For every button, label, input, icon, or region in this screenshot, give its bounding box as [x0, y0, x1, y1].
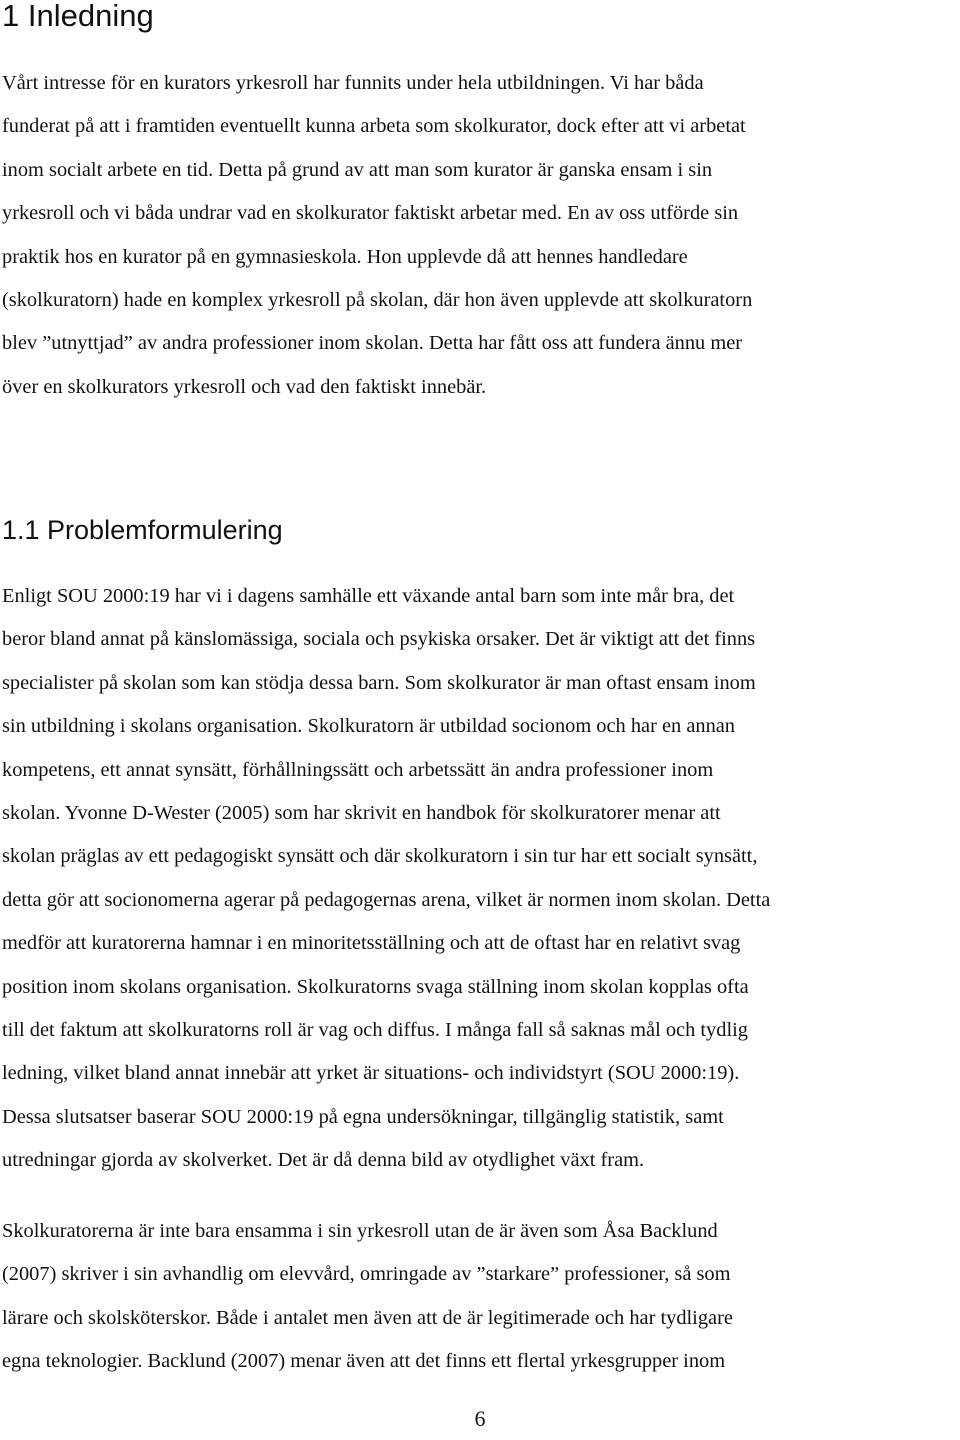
text-line: beror bland annat på känslomässiga, sociala och psykiska orsaker. Det är viktigt att det finns [2, 628, 756, 651]
paragraph-problem [2, 575, 770, 1182]
text-line: inom socialt arbete en tid. Detta på grund av att man som kurator är ganska ensam i sin [2, 158, 713, 181]
text-line: skolan präglas av ett pedagogiskt synsätt och där skolkuratorn i sin tur har ett socialt synsätt, [2, 845, 758, 868]
text-line: yrkesroll och vi båda undrar vad en skolkurator faktiskt arbetar med. En av oss utförde sin [2, 202, 739, 225]
text-line: (skolkuratorn) hade en komplex yrkesroll på skolan, där hon även upplevde att skolkuratorn [2, 288, 753, 311]
text-line: position inom skolans organisation. Skolkuratorns svaga ställning inom skolan kopplas ofta [2, 975, 749, 998]
text-line: funderat på att i framtiden eventuellt kunna arbeta som skolkurator, dock efter att vi arbetat [2, 115, 746, 138]
paragraph-intro [2, 62, 752, 409]
text-line: Dessa slutsatser baserar SOU 2000:19 på egna undersökningar, tillgänglig statistik, samt [2, 1105, 724, 1128]
text-line: över en skolkurators yrkesroll och vad den faktiskt innebär. [2, 375, 487, 398]
text-line: skolan. Yvonne D-Wester (2005) som har skrivit en handbok för skolkuratorer menar att [2, 801, 721, 824]
text-line: detta gör att socionomerna agerar på pedagogernas arena, vilket är normen inom skolan. Detta [2, 888, 771, 911]
text-line: till det faktum att skolkuratorns roll är vag och diffus. I många fall så saknas mål och tydlig [2, 1018, 748, 1041]
heading-inledning: 1 Inledning [2, 0, 154, 33]
page-number: 6 [474, 1406, 486, 1431]
text-line: Enligt SOU 2000:19 har vi i dagens samhälle ett växande antal barn som inte mår bra, det [2, 585, 735, 607]
text-line: egna teknologier. Backlund (2007) menar även att det finns ett flertal yrkesgrupper inom [2, 1350, 726, 1373]
paragraph-backlund [2, 1210, 733, 1384]
text-line: medför att kuratorerna hamnar i en minoritetsställning och att de oftast har en relativt svag [2, 932, 741, 955]
text-line: ledning, vilket bland annat innebär att yrket är situations- och individstyrt (SOU 2000:19). [2, 1062, 740, 1085]
text-line: lärare och skolsköterskor. Både i antalet men även att de är legitimerade och har tydligare [2, 1306, 733, 1329]
text-line: praktik hos en kurator på en gymnasieskola. Hon upplevde då att hennes handledare [2, 245, 688, 268]
text-line: (2007) skriver i sin avhandlig om elevvård, omringade av ”starkare” professioner, så som [2, 1263, 731, 1286]
text-line: sin utbildning i skolans organisation. Skolkuratorn är utbildad socionom och har en annan [2, 715, 736, 738]
text-line: utredningar gjorda av skolverket. Det är då denna bild av otydlighet växt fram. [2, 1149, 645, 1172]
text-line: Vårt intresse för en kurators yrkesroll har funnits under hela utbildningen. Vi har båda [2, 72, 704, 94]
text-line: specialister på skolan som kan stödja dessa barn. Som skolkurator är man oftast ensam inom [2, 671, 756, 694]
heading-problemformulering: 1.1 Problemformulering [2, 515, 283, 545]
text-line: kompetens, ett annat synsätt, förhållningssätt och arbetssätt än andra professioner inom [2, 758, 714, 781]
text-line: Skolkuratorerna är inte bara ensamma i sin yrkesroll utan de är även som Åsa Backlund [2, 1220, 718, 1242]
text-line: blev ”utnyttjad” av andra professioner inom skolan. Detta har fått oss att fundera ännu mer [2, 332, 743, 355]
